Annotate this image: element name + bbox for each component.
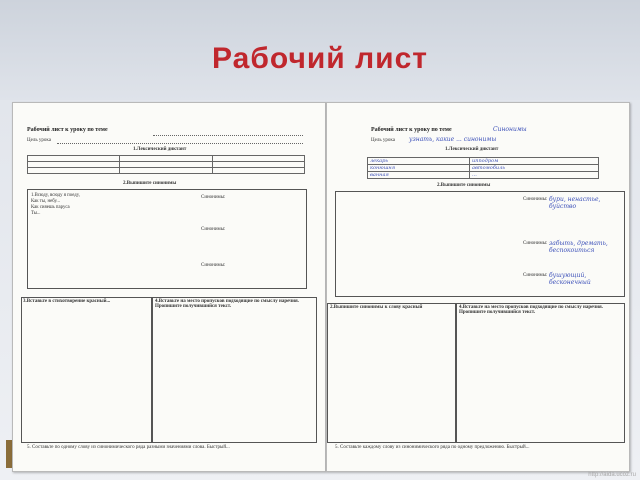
task2-title: 2.Выпишите синонимы	[437, 183, 491, 188]
synonyms-hand-2: забыть, дремать, беспокоиться	[549, 240, 608, 254]
dict-word-2: ипподром	[470, 158, 599, 165]
task3-title: 2.Выпишите синонимы к слову красный	[330, 305, 423, 310]
dict-word-3: конюшня	[368, 165, 470, 172]
synonyms-label-2: Синонимы:	[523, 241, 548, 246]
dict-word-6: ...	[470, 172, 599, 179]
handwritten-topic: Синонимы	[493, 126, 527, 133]
goal-fill-line	[57, 143, 303, 144]
synonyms-label-3: Синонимы:	[201, 263, 226, 268]
slide-title: Рабочий лист	[212, 42, 428, 75]
dict-word-5: ванная	[368, 172, 470, 179]
task3-box	[327, 303, 457, 443]
dictation-table	[27, 155, 305, 174]
task1-title: 1.Лексический диктант	[445, 147, 499, 152]
goal-label: Цель урока	[371, 138, 395, 143]
synonyms-hand-3: бушующий, бесконечный	[549, 272, 591, 286]
worksheet-header: Рабочий лист к уроку по теме	[27, 127, 108, 133]
dictation-table-filled	[367, 157, 599, 179]
dict-word-1: лекарь	[368, 158, 470, 165]
task5-text: 5. Составьте каждому слову из синонимического ряда по одному предложению. Быстрый...	[335, 445, 530, 450]
task2-title: 2.Выпишите синонимы	[123, 181, 177, 186]
task4-box	[455, 303, 625, 443]
synonyms-label-1: Синонимы:	[523, 197, 548, 202]
task3-box	[21, 297, 153, 443]
handwritten-goal: узнать, какие ... синонимы	[409, 136, 497, 143]
poem-1: 1.Всюду, всюду я поеду, Как ты, небу... Как сияешь паруса Ты...	[31, 193, 80, 216]
task4-box	[151, 297, 317, 443]
synonyms-label-2: Синонимы:	[201, 227, 226, 232]
synonyms-label-1: Синонимы:	[201, 195, 226, 200]
worksheet-blank	[12, 102, 326, 472]
task5-text: 5. Составьте по одному слову из синонимического ряда разными значениями слова. Быстрый...	[27, 445, 230, 450]
dict-word-4: автомобиль	[470, 165, 599, 172]
task3-title: 3.Вставьте в стихотворение красный...	[23, 299, 111, 304]
worksheet-header: Рабочий лист к уроку по теме	[371, 127, 452, 133]
worksheet-filled	[326, 102, 630, 472]
task4-title: 4.Вставьте на место пропусков подходящие по смыслу наречия. Пропишите получившийся текст.	[155, 299, 299, 309]
synonyms-label-3: Синонимы:	[523, 273, 548, 278]
task1-title: 1.Лексический диктант	[133, 147, 187, 152]
header-fill-line	[153, 135, 303, 136]
watermark: http://aida.ucoz.ru	[588, 472, 636, 478]
goal-label: Цель урока	[27, 138, 51, 143]
synonyms-hand-1: бури, ненастье, буйство	[549, 196, 601, 210]
task4-title: 4.Вставьте на место пропусков подходящие по смыслу наречия. Пропишите получившийся текст.	[459, 305, 603, 315]
